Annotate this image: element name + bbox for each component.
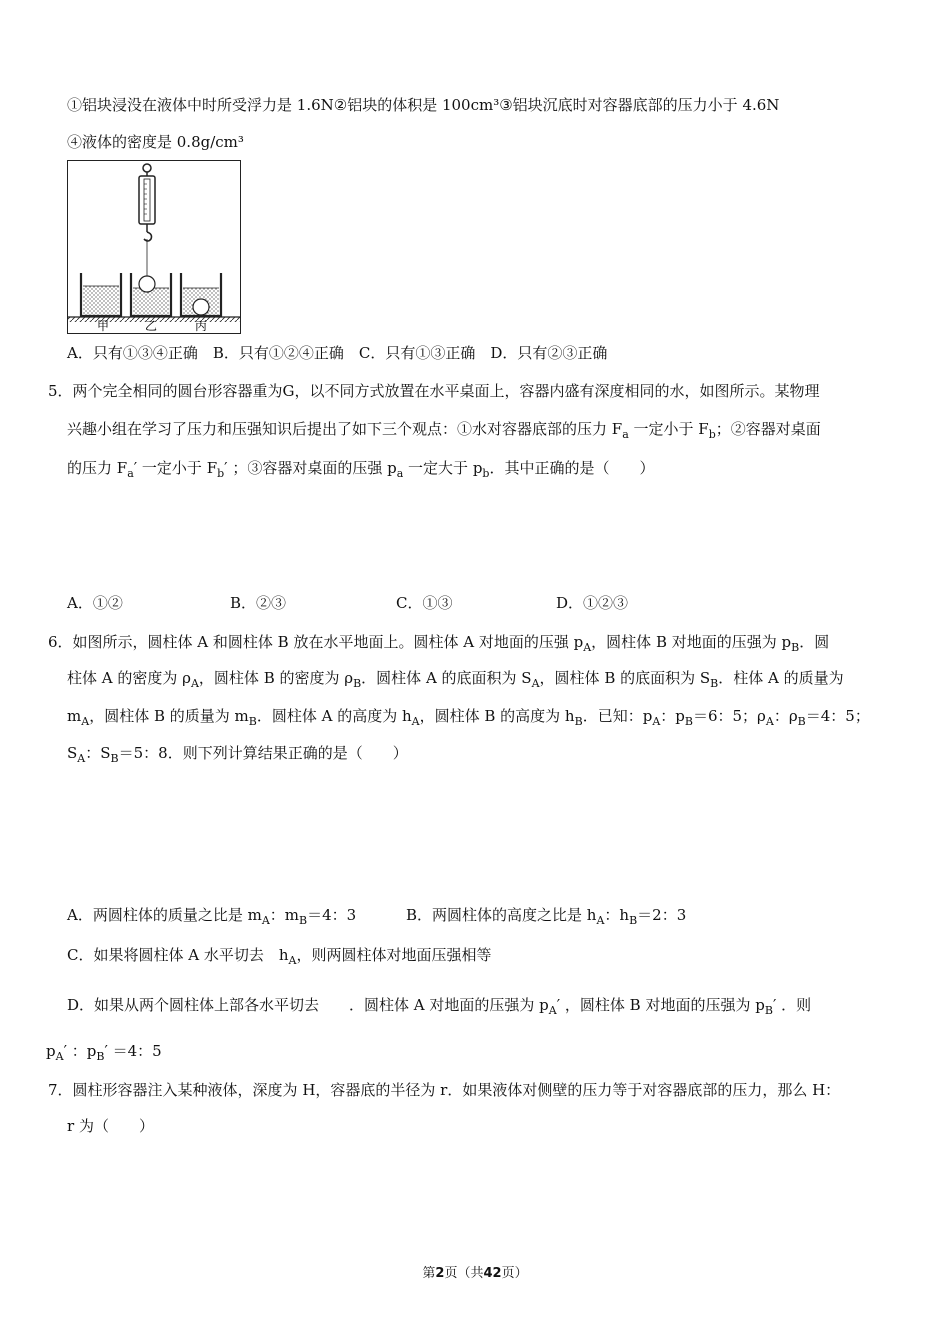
page-total: 42 xyxy=(483,1266,502,1281)
q5-option-a: A．①② xyxy=(67,594,123,612)
q6-option-d-line2: $p_A'$ ：$p_B' =4$：5 xyxy=(46,1042,162,1063)
q4-options: A．只有①③④正确 B．只有①②④正确 C．只有①③正确 D．只有②③正确 xyxy=(67,344,608,362)
q7-line2: r 为（ ） xyxy=(67,1117,154,1135)
q6-line1: 6．如图所示，圆柱体 A 和圆柱体 B 放在水平地面上。圆柱体 A 对地面的压强 $p_A$，圆柱体 B 对地面的压强为 $p_B$．圆 xyxy=(48,633,830,654)
q7-line1: 7．圆柱形容器注入某种液体，深度为 H，容器底的半径为 r．如果液体对侧壁的压力等于对容器底部的压力，那么 H： xyxy=(48,1081,841,1099)
figure-label-bing: 丙 xyxy=(195,319,208,333)
q5-line2: 兴趣小组在学习了压力和压强知识后提出了如下三个观点：①水对容器底部的压力 $F_a$ 一定小于 $F_b$；②容器对桌面 xyxy=(67,420,821,441)
q6-line4: $S_A$：$S_B=5$：8．则下列计算结果正确的是（ ） xyxy=(67,744,408,765)
q4-statement-line2: ④液体的密度是 0.8g/cm³ xyxy=(67,133,244,151)
q6-option-c: C．如果将圆柱体 A 水平切去 $h_A$，则两圆柱体对地面压强相等 xyxy=(67,946,492,967)
q6-option-d-line1: D．如果从两个圆柱体上部各水平切去 ．圆柱体 A 对地面的压强为 $p_A'$ ，圆柱体 B 对地面的压强为 $p_B'$ ．则 xyxy=(67,996,812,1017)
q5-option-b: B．②③ xyxy=(230,594,287,612)
page-footer: 第2页（共42页） xyxy=(422,1266,528,1281)
q6-option-b: B．两圆柱体的高度之比是 $h_A$：$h_B=2$：3 xyxy=(406,906,687,927)
q5-option-d: D．①②③ xyxy=(556,594,629,612)
q6-option-a: A．两圆柱体的质量之比是 $m_A$：$m_B=4$：3 xyxy=(67,906,357,927)
figure-label-yi: 乙 xyxy=(145,319,158,333)
q4-figure xyxy=(67,160,241,334)
q6-line3: $m_A$，圆柱体 B 的质量为 $m_B$．圆柱体 A 的高度为 $h_A$，圆柱体 B 的高度为 $h_B$．已知：$p_A$：$p_B=6$：5；$\rho_A$：$\rho_B=4$：5； xyxy=(67,707,870,728)
q5-option-c: C．①③ xyxy=(396,594,453,612)
q4-statement-line1: ①铝块浸没在液体中时所受浮力是 1.6N②铝块的体积是 100cm³③铝块沉底时对容器底部的压力小于 4.6N xyxy=(67,96,780,114)
q5-line3: 的压力 $F_a'$ 一定小于 $F_b'$ ；③容器对桌面的压强 $p_a$ 一定大于 $p_b$．其中正确的是（ ） xyxy=(67,459,655,480)
figure-label-jia: 甲 xyxy=(97,319,110,333)
q5-line1: 5．两个完全相同的圆台形容器重为G，以不同方式放置在水平桌面上，容器内盛有深度相同的水，如图所示。某物理 xyxy=(48,382,820,400)
q6-line2: 柱体 A 的密度为 $\rho_A$，圆柱体 B 的密度为 $\rho_B$．圆柱体 A 的底面积为 $S_A$，圆柱体 B 的底面积为 $S_B$．柱体 A 的质量为 xyxy=(67,669,844,690)
page-number: 2 xyxy=(435,1266,445,1281)
